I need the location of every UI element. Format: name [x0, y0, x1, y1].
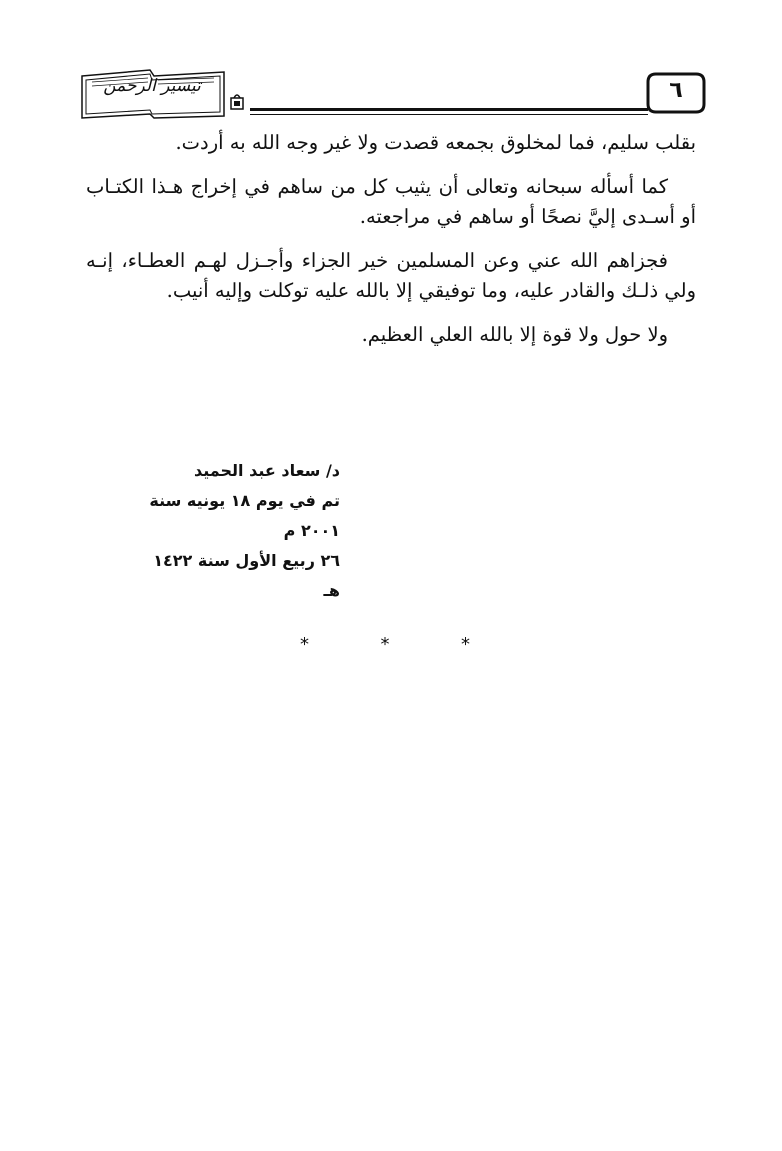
header-rule-thin	[250, 114, 648, 115]
paragraph: كما أسأله سبحانه وتعالى أن يثيب كل من ساهم في إخراج هـذا الكتـاب أو أسـدى إليَّ نصحًا أو ساهم في مراجعته.	[86, 175, 696, 228]
signature-block	[140, 456, 340, 606]
page-header	[78, 64, 706, 128]
separator-mark: *	[380, 634, 390, 655]
separator-mark: *	[461, 634, 470, 655]
section-separator	[300, 634, 470, 655]
paragraph: ولا حول ولا قوة إلا بالله العلي العظيم.	[361, 323, 668, 346]
separator-mark: *	[300, 634, 309, 655]
header-rule	[250, 108, 648, 111]
paragraph: فجزاهم الله عني وعن المسلمين خير الجزاء وأجـزل لهـم العطـاء، إنـه ولي ذلـك والقادر عليه، وما توفيقي إلا بالله عليه توكلت وإليه أنيب.	[86, 249, 696, 302]
book-title: تيسير الرحمن	[103, 76, 201, 96]
date-hijri: ٢٦ ربيع الأول سنة ١٤٢٢ هـ	[153, 551, 340, 600]
date-gregorian: تم في يوم ١٨ يونيه سنة ٢٠٠١ م	[149, 491, 340, 540]
paragraph: بقلب سليم، فما لمخلوق بجمعه قصدت ولا غير وجه الله به أردت.	[175, 131, 696, 154]
author-name: د/ سعاد عبد الحميد	[194, 461, 340, 480]
lamp-icon	[228, 90, 246, 112]
body-text	[86, 128, 696, 364]
page-number: ٦	[669, 78, 683, 103]
